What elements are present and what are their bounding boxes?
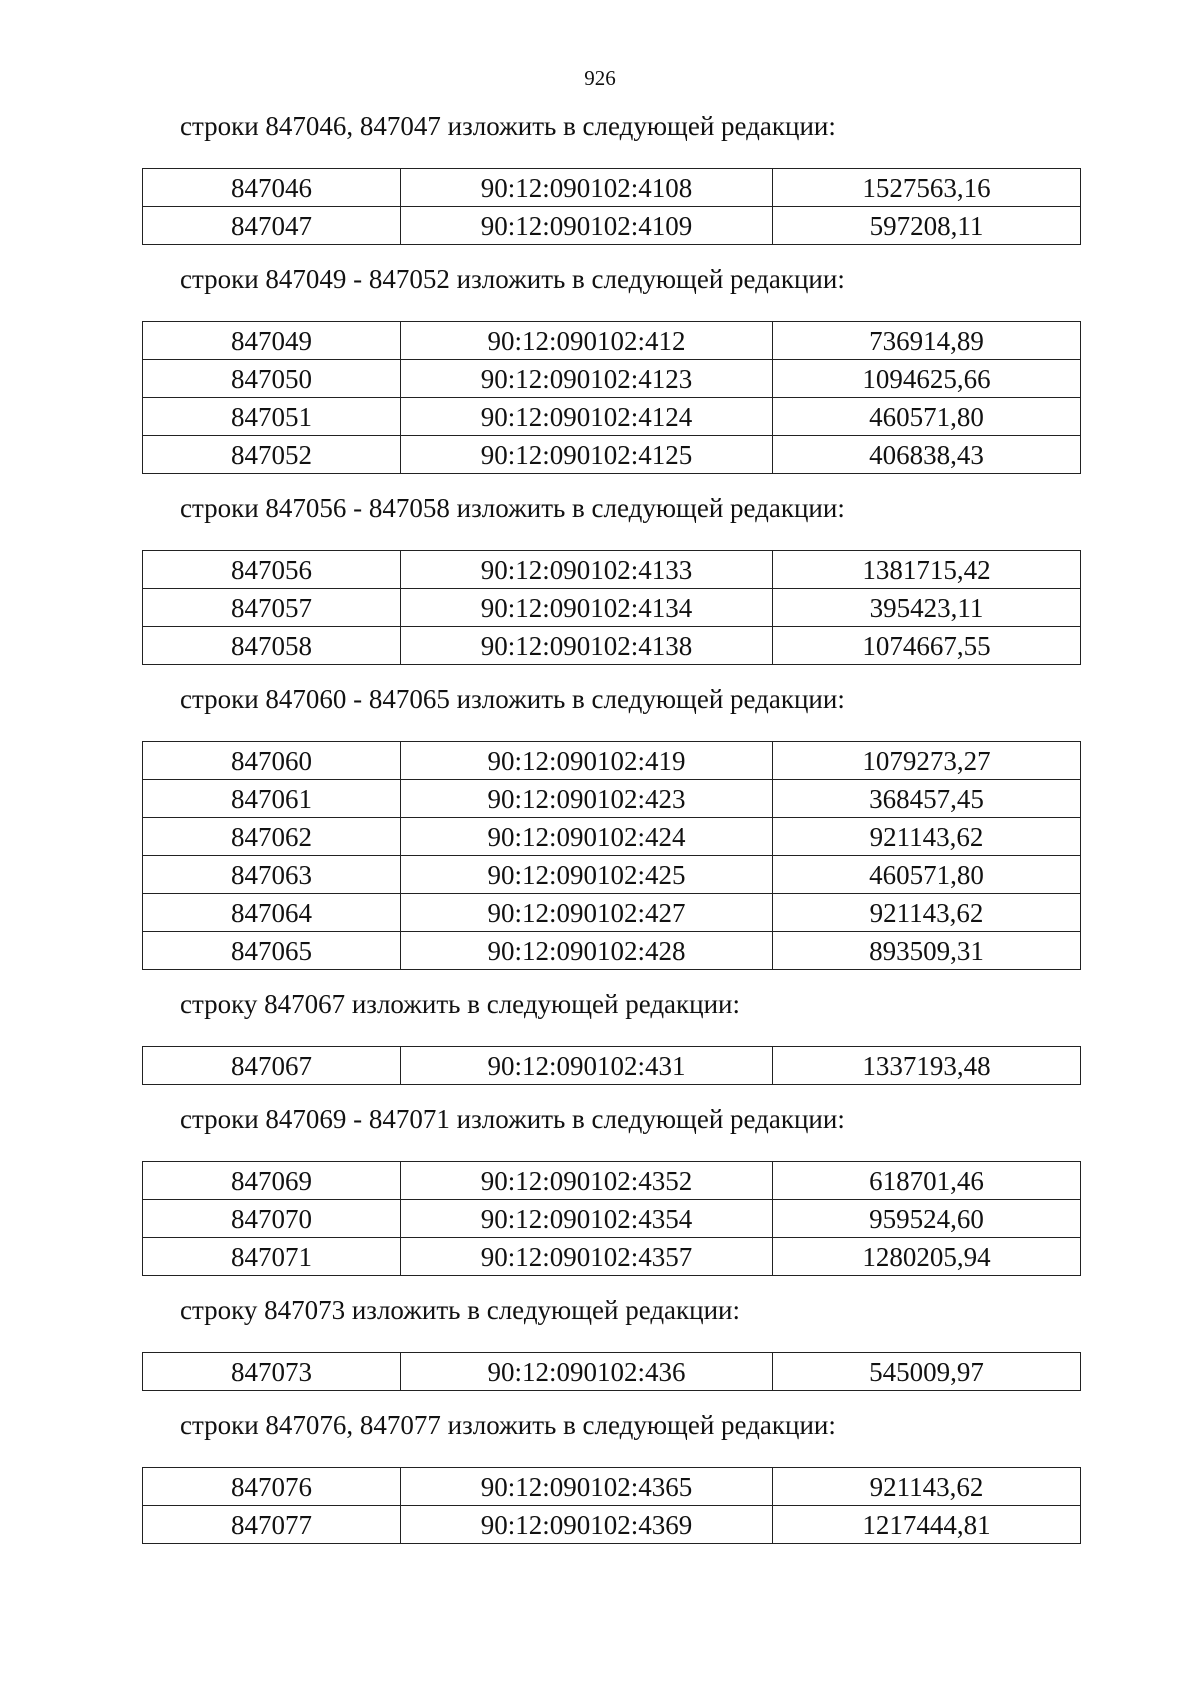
row-number-cell: 847064: [143, 894, 401, 932]
amendment-table: [142, 1046, 1081, 1085]
table-row: [143, 551, 1081, 589]
cadastral-number-cell: 90:12:090102:4369: [401, 1506, 773, 1544]
document-body: [142, 110, 1080, 1562]
table-row: [143, 1353, 1081, 1391]
value-cell: 545009,97: [773, 1353, 1081, 1391]
section-heading: строки 847049 - 847052 изложить в следующей редакции:: [180, 264, 845, 294]
row-number-cell: 847049: [143, 322, 401, 360]
table-row: [143, 322, 1081, 360]
row-number-cell: 847047: [143, 207, 401, 245]
amendment-table: [142, 1161, 1081, 1276]
row-number-cell: 847051: [143, 398, 401, 436]
cadastral-number-cell: 90:12:090102:4108: [401, 169, 773, 207]
section-spacer: [142, 1391, 1080, 1409]
cadastral-number-cell: 90:12:090102:4138: [401, 627, 773, 665]
cadastral-number-cell: 90:12:090102:427: [401, 894, 773, 932]
row-number-cell: 847058: [143, 627, 401, 665]
cadastral-number-cell: 90:12:090102:4125: [401, 436, 773, 474]
row-number-cell: 847046: [143, 169, 401, 207]
value-cell: 959524,60: [773, 1200, 1081, 1238]
section-spacer: [142, 970, 1080, 988]
value-cell: 1217444,81: [773, 1506, 1081, 1544]
amendment-section: [142, 683, 1080, 988]
amendment-section: [142, 492, 1080, 683]
amendment-section: [142, 263, 1080, 492]
cadastral-number-cell: 90:12:090102:412: [401, 322, 773, 360]
section-heading: строки 847076, 847077 изложить в следующей редакции:: [180, 1410, 836, 1440]
page-number: 926: [584, 66, 616, 90]
row-number-cell: 847050: [143, 360, 401, 398]
table-row: [143, 207, 1081, 245]
row-number-cell: 847057: [143, 589, 401, 627]
row-number-cell: 847062: [143, 818, 401, 856]
table-row: [143, 894, 1081, 932]
value-cell: 368457,45: [773, 780, 1081, 818]
cadastral-number-cell: 90:12:090102:431: [401, 1047, 773, 1085]
value-cell: 1527563,16: [773, 169, 1081, 207]
amendment-section: [142, 1103, 1080, 1294]
table-row: [143, 627, 1081, 665]
table-row: [143, 1162, 1081, 1200]
value-cell: 597208,11: [773, 207, 1081, 245]
table-row: [143, 398, 1081, 436]
section-heading: строку 847073 изложить в следующей редакции:: [180, 1295, 741, 1325]
table-row: [143, 1047, 1081, 1085]
cadastral-number-cell: 90:12:090102:425: [401, 856, 773, 894]
cadastral-number-cell: 90:12:090102:419: [401, 742, 773, 780]
amendment-table: [142, 741, 1081, 970]
cadastral-number-cell: 90:12:090102:4109: [401, 207, 773, 245]
row-number-cell: 847061: [143, 780, 401, 818]
value-cell: 921143,62: [773, 818, 1081, 856]
value-cell: 736914,89: [773, 322, 1081, 360]
cadastral-number-cell: 90:12:090102:4357: [401, 1238, 773, 1276]
cadastral-number-cell: 90:12:090102:4134: [401, 589, 773, 627]
row-number-cell: 847076: [143, 1468, 401, 1506]
value-cell: 1094625,66: [773, 360, 1081, 398]
amendment-section: [142, 110, 1080, 263]
table-row: [143, 780, 1081, 818]
amendment-table: [142, 1352, 1081, 1391]
value-cell: 1381715,42: [773, 551, 1081, 589]
table-row: [143, 589, 1081, 627]
row-number-cell: 847069: [143, 1162, 401, 1200]
row-number-cell: 847077: [143, 1506, 401, 1544]
row-number-cell: 847052: [143, 436, 401, 474]
table-row: [143, 360, 1081, 398]
section-heading: строку 847067 изложить в следующей редакции:: [180, 989, 741, 1019]
cadastral-number-cell: 90:12:090102:424: [401, 818, 773, 856]
section-heading: строки 847060 - 847065 изложить в следующей редакции:: [180, 684, 845, 714]
table-row: [143, 436, 1081, 474]
table-row: [143, 169, 1081, 207]
table-row: [143, 742, 1081, 780]
section-spacer: [142, 1544, 1080, 1562]
section-spacer: [142, 1276, 1080, 1294]
section-heading: строки 847046, 847047 изложить в следующей редакции:: [180, 111, 836, 141]
value-cell: 406838,43: [773, 436, 1081, 474]
value-cell: 460571,80: [773, 856, 1081, 894]
amendment-table: [142, 168, 1081, 245]
section-heading: строки 847056 - 847058 изложить в следующей редакции:: [180, 493, 845, 523]
value-cell: 921143,62: [773, 894, 1081, 932]
section-spacer: [142, 245, 1080, 263]
table-row: [143, 1200, 1081, 1238]
row-number-cell: 847065: [143, 932, 401, 970]
table-row: [143, 1468, 1081, 1506]
table-row: [143, 1238, 1081, 1276]
cadastral-number-cell: 90:12:090102:423: [401, 780, 773, 818]
value-cell: 893509,31: [773, 932, 1081, 970]
cadastral-number-cell: 90:12:090102:436: [401, 1353, 773, 1391]
cadastral-number-cell: 90:12:090102:4354: [401, 1200, 773, 1238]
value-cell: 395423,11: [773, 589, 1081, 627]
row-number-cell: 847073: [143, 1353, 401, 1391]
amendment-table: [142, 550, 1081, 665]
cadastral-number-cell: 90:12:090102:4365: [401, 1468, 773, 1506]
row-number-cell: 847063: [143, 856, 401, 894]
table-row: [143, 1506, 1081, 1544]
section-spacer: [142, 474, 1080, 492]
section-heading: строки 847069 - 847071 изложить в следующей редакции:: [180, 1104, 845, 1134]
value-cell: 1280205,94: [773, 1238, 1081, 1276]
row-number-cell: 847070: [143, 1200, 401, 1238]
value-cell: 1074667,55: [773, 627, 1081, 665]
table-row: [143, 856, 1081, 894]
cadastral-number-cell: 90:12:090102:428: [401, 932, 773, 970]
cadastral-number-cell: 90:12:090102:4133: [401, 551, 773, 589]
amendment-section: [142, 1409, 1080, 1562]
value-cell: 618701,46: [773, 1162, 1081, 1200]
value-cell: 921143,62: [773, 1468, 1081, 1506]
value-cell: 1079273,27: [773, 742, 1081, 780]
cadastral-number-cell: 90:12:090102:4124: [401, 398, 773, 436]
row-number-cell: 847056: [143, 551, 401, 589]
table-row: [143, 932, 1081, 970]
amendment-table: [142, 321, 1081, 474]
amendment-table: [142, 1467, 1081, 1544]
cadastral-number-cell: 90:12:090102:4123: [401, 360, 773, 398]
amendment-section: [142, 1294, 1080, 1409]
cadastral-number-cell: 90:12:090102:4352: [401, 1162, 773, 1200]
value-cell: 1337193,48: [773, 1047, 1081, 1085]
value-cell: 460571,80: [773, 398, 1081, 436]
row-number-cell: 847071: [143, 1238, 401, 1276]
table-row: [143, 818, 1081, 856]
row-number-cell: 847067: [143, 1047, 401, 1085]
section-spacer: [142, 1085, 1080, 1103]
section-spacer: [142, 665, 1080, 683]
amendment-section: [142, 988, 1080, 1103]
row-number-cell: 847060: [143, 742, 401, 780]
